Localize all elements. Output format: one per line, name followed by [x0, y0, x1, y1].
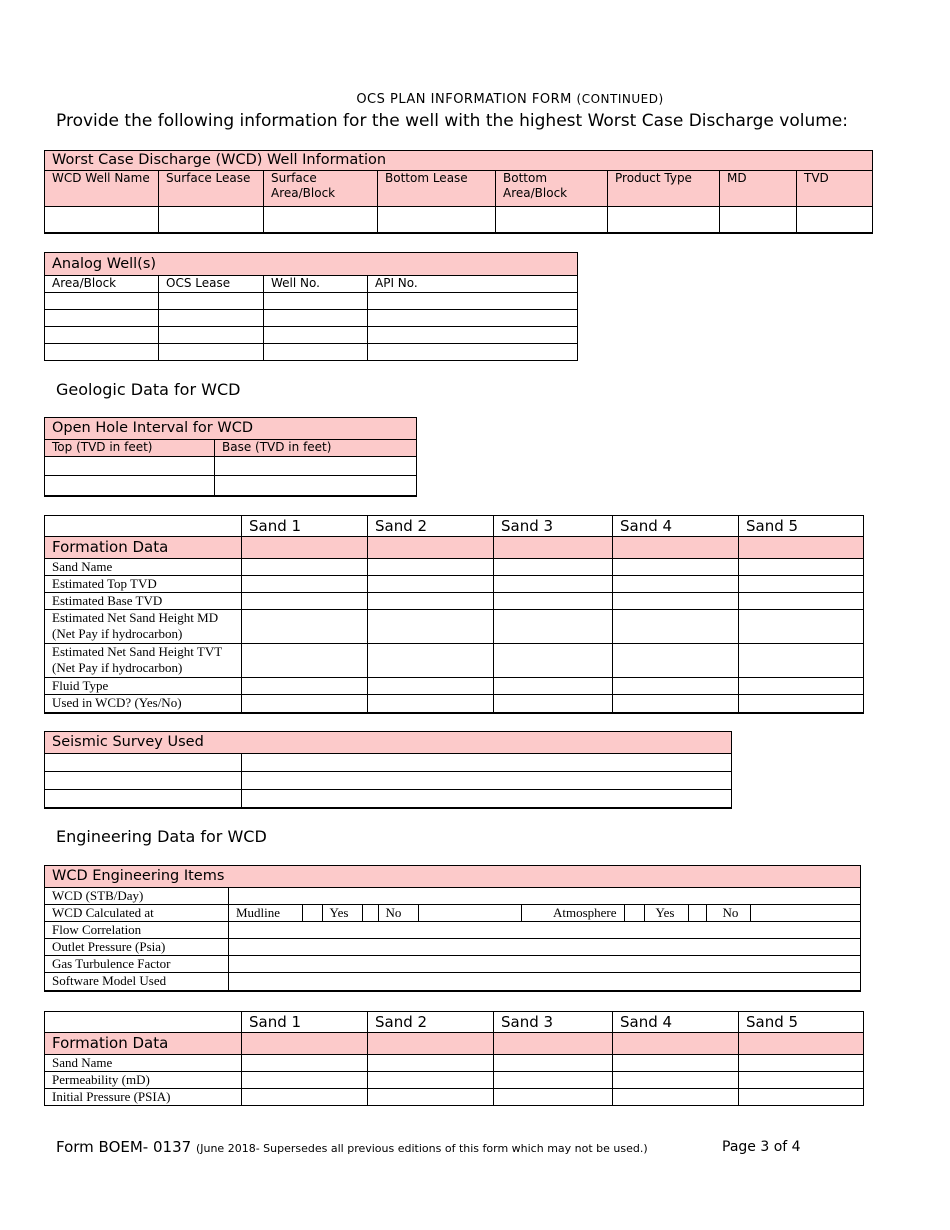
form-title [0, 92, 950, 107]
input-surface-lease[interactable] [159, 207, 264, 233]
formation-cell[interactable] [613, 644, 739, 678]
formation-cell[interactable] [242, 576, 368, 593]
engineering-title: WCD Engineering Items [45, 866, 861, 888]
analog-wells-table [44, 252, 578, 361]
atmosphere-no-box[interactable] [688, 905, 706, 921]
seismic-cell[interactable] [242, 754, 732, 772]
row-flow-correlation: Flow Correlation [45, 922, 229, 939]
col-bottom-area-block: Bottom Area/Block [496, 171, 608, 207]
formation-cell[interactable] [613, 593, 739, 610]
row-estimated-base-tvd: Estimated Base TVD [45, 593, 242, 610]
formation-cell[interactable] [739, 1055, 864, 1072]
formation-cell[interactable] [242, 695, 368, 713]
seismic-cell[interactable] [45, 790, 242, 808]
mudline-no-box[interactable] [362, 905, 378, 921]
seismic-cell[interactable] [242, 772, 732, 790]
seismic-cell[interactable] [242, 790, 732, 808]
formation-cell[interactable] [739, 644, 864, 678]
input-surface-area-block[interactable] [264, 207, 378, 233]
formation-cell[interactable] [242, 1055, 368, 1072]
spacer-cell [418, 905, 521, 921]
row-wcd-calculated-at: WCD Calculated at [45, 905, 229, 922]
analog-cell[interactable] [159, 327, 264, 344]
formation-cell[interactable] [613, 1072, 739, 1089]
input-wcd-well-name[interactable] [45, 207, 159, 233]
engineering-cell[interactable] [229, 956, 861, 973]
formation-cell[interactable] [739, 593, 864, 610]
analog-cell[interactable] [45, 310, 159, 327]
analog-cell[interactable] [264, 327, 368, 344]
formation-cell[interactable] [739, 678, 864, 695]
analog-cell[interactable] [159, 310, 264, 327]
formation-cell[interactable] [242, 610, 368, 644]
sand-3-header: Sand 3 [494, 516, 613, 537]
footer-form-id [56, 1138, 648, 1156]
analog-cell[interactable] [159, 344, 264, 361]
formation-cell[interactable] [739, 610, 864, 644]
pink-cell [242, 537, 368, 559]
formation-cell[interactable] [494, 593, 613, 610]
formation-cell[interactable] [494, 1072, 613, 1089]
row-software-model: Software Model Used [45, 973, 229, 991]
row-gas-turbulence-factor: Gas Turbulence Factor [45, 956, 229, 973]
formation-cell[interactable] [494, 678, 613, 695]
formation-cell[interactable] [739, 695, 864, 713]
sand-1-header: Sand 1 [242, 1012, 368, 1033]
seismic-survey-title: Seismic Survey Used [45, 732, 732, 754]
formation-data-label: Formation Data [45, 537, 242, 559]
formation-cell[interactable] [368, 559, 494, 576]
formation-cell[interactable] [242, 593, 368, 610]
open-hole-cell[interactable] [215, 476, 417, 496]
col-area-block: Area/Block [45, 276, 159, 293]
engineering-heading: Engineering Data for WCD [56, 827, 267, 846]
pink-cell [613, 1033, 739, 1055]
geologic-heading: Geologic Data for WCD [56, 380, 241, 399]
engineering-cell[interactable] [229, 939, 861, 956]
engineering-cell[interactable] [229, 922, 861, 939]
pink-cell [368, 537, 494, 559]
formation-cell[interactable] [242, 678, 368, 695]
formation-cell[interactable] [494, 610, 613, 644]
row-used-in-wcd: Used in WCD? (Yes/No) [45, 695, 242, 713]
row-estimated-top-tvd: Estimated Top TVD [45, 576, 242, 593]
formation-cell[interactable] [739, 1089, 864, 1106]
form-title-text: OCS PLAN INFORMATION FORM [356, 92, 572, 107]
formation-cell[interactable] [368, 695, 494, 713]
pink-cell [739, 537, 864, 559]
formation-cell[interactable] [368, 1072, 494, 1089]
formation-cell[interactable] [242, 559, 368, 576]
sand-3-header: Sand 3 [494, 1012, 613, 1033]
engineering-table [44, 865, 861, 992]
sand-4-header: Sand 4 [613, 516, 739, 537]
col-wcd-well-name: WCD Well Name [45, 171, 159, 207]
open-hole-cell[interactable] [45, 476, 215, 496]
row-fluid-type: Fluid Type [45, 678, 242, 695]
formation-cell[interactable] [739, 1072, 864, 1089]
col-api-no: API No. [368, 276, 578, 293]
footer-page-number: Page 3 of 4 [722, 1139, 801, 1155]
row-net-sand-tvt: Estimated Net Sand Height TVT (Net Pay if hydrocarbon) [45, 644, 242, 678]
row-sand-name: Sand Name [45, 1055, 242, 1072]
atmosphere-no-label: No [706, 905, 750, 921]
atmosphere-yes-box[interactable] [624, 905, 644, 921]
sand-2-header: Sand 2 [368, 516, 494, 537]
pink-cell [613, 537, 739, 559]
col-product-type: Product Type [608, 171, 720, 207]
formation-cell[interactable] [242, 644, 368, 678]
col-surface-lease: Surface Lease [159, 171, 264, 207]
formation-cell[interactable] [368, 678, 494, 695]
mudline-yes-box[interactable] [302, 905, 322, 921]
spacer-cell [750, 905, 861, 921]
col-ocs-lease: OCS Lease [159, 276, 264, 293]
atmosphere-yes-label: Yes [644, 905, 688, 921]
analog-cell[interactable] [368, 310, 578, 327]
footer-form-number: Form BOEM- 0137 [56, 1138, 192, 1156]
pink-cell [494, 1033, 613, 1055]
formation-cell[interactable] [368, 644, 494, 678]
formation-corner [45, 516, 242, 537]
form-title-suffix: (CONTINUED) [576, 92, 664, 106]
wcd-calculated-options [229, 905, 861, 922]
formation-cell[interactable] [494, 576, 613, 593]
input-product-type[interactable] [608, 207, 720, 233]
col-base-tvd: Base (TVD in feet) [215, 440, 417, 457]
analog-cell[interactable] [264, 293, 368, 310]
sand-4-header: Sand 4 [613, 1012, 739, 1033]
formation-cell[interactable] [613, 1089, 739, 1106]
formation-cell[interactable] [368, 576, 494, 593]
formation-cell[interactable] [368, 610, 494, 644]
open-hole-table [44, 417, 417, 497]
input-md[interactable] [720, 207, 797, 233]
sand-5-header: Sand 5 [739, 1012, 864, 1033]
col-top-tvd: Top (TVD in feet) [45, 440, 215, 457]
row-permeability: Permeability (mD) [45, 1072, 242, 1089]
formation-cell[interactable] [613, 576, 739, 593]
formation-cell[interactable] [494, 1055, 613, 1072]
analog-cell[interactable] [264, 344, 368, 361]
formation-cell[interactable] [739, 559, 864, 576]
sand-1-header: Sand 1 [242, 516, 368, 537]
formation-cell[interactable] [739, 576, 864, 593]
calculated-options-table [229, 905, 861, 921]
engineering-cell[interactable] [229, 973, 861, 991]
formation-cell[interactable] [613, 559, 739, 576]
formation-cell[interactable] [613, 678, 739, 695]
col-well-no: Well No. [264, 276, 368, 293]
open-hole-cell[interactable] [45, 457, 215, 476]
row-sand-name: Sand Name [45, 559, 242, 576]
input-bottom-area-block[interactable] [496, 207, 608, 233]
formation-cell[interactable] [242, 1072, 368, 1089]
formation-cell[interactable] [613, 610, 739, 644]
formation-cell[interactable] [613, 695, 739, 713]
formation-corner [45, 1012, 242, 1033]
analog-cell[interactable] [45, 327, 159, 344]
formation-cell[interactable] [613, 1055, 739, 1072]
analog-cell[interactable] [368, 327, 578, 344]
analog-wells-title: Analog Well(s) [45, 253, 578, 276]
atmosphere-label: Atmosphere [521, 905, 624, 921]
pink-cell [242, 1033, 368, 1055]
mudline-yes-label: Yes [322, 905, 362, 921]
seismic-survey-table [44, 731, 732, 809]
analog-cell[interactable] [159, 293, 264, 310]
wcd-well-title: Worst Case Discharge (WCD) Well Information [45, 151, 873, 171]
formation-cell[interactable] [242, 1089, 368, 1106]
formation-cell[interactable] [368, 1089, 494, 1106]
seismic-cell[interactable] [45, 754, 242, 772]
open-hole-title: Open Hole Interval for WCD [45, 418, 417, 440]
pink-cell [494, 537, 613, 559]
mudline-label: Mudline [229, 905, 302, 921]
row-wcd-stb-day: WCD (STB/Day) [45, 888, 229, 905]
sand-2-header: Sand 2 [368, 1012, 494, 1033]
footer-note: (June 2018- Supersedes all previous editions of this form which may not be used.) [195, 1142, 648, 1155]
wcd-well-table [44, 150, 873, 234]
formation-data-table [44, 515, 864, 714]
analog-cell[interactable] [368, 344, 578, 361]
formation-data-table-2 [44, 1011, 864, 1106]
intro-text: Provide the following information for the well with the highest Worst Case Discharge volume: [56, 111, 848, 131]
formation-cell[interactable] [368, 1055, 494, 1072]
row-initial-pressure: Initial Pressure (PSIA) [45, 1089, 242, 1106]
formation-cell[interactable] [494, 1089, 613, 1106]
formation-cell[interactable] [494, 559, 613, 576]
analog-cell[interactable] [264, 310, 368, 327]
row-outlet-pressure: Outlet Pressure (Psia) [45, 939, 229, 956]
analog-cell[interactable] [368, 293, 578, 310]
pink-cell [368, 1033, 494, 1055]
formation-cell[interactable] [368, 593, 494, 610]
engineering-cell[interactable] [229, 888, 861, 905]
seismic-cell[interactable] [45, 772, 242, 790]
formation-cell[interactable] [494, 695, 613, 713]
pink-cell [739, 1033, 864, 1055]
row-net-sand-md: Estimated Net Sand Height MD (Net Pay if hydrocarbon) [45, 610, 242, 644]
input-tvd[interactable] [797, 207, 873, 233]
analog-cell[interactable] [45, 344, 159, 361]
mudline-no-label: No [378, 905, 418, 921]
col-md: MD [720, 171, 797, 207]
col-surface-area-block: Surface Area/Block [264, 171, 378, 207]
analog-cell[interactable] [45, 293, 159, 310]
sand-5-header: Sand 5 [739, 516, 864, 537]
open-hole-cell[interactable] [215, 457, 417, 476]
formation-cell[interactable] [494, 644, 613, 678]
col-bottom-lease: Bottom Lease [378, 171, 496, 207]
formation-data-label: Formation Data [45, 1033, 242, 1055]
input-bottom-lease[interactable] [378, 207, 496, 233]
col-tvd: TVD [797, 171, 873, 207]
